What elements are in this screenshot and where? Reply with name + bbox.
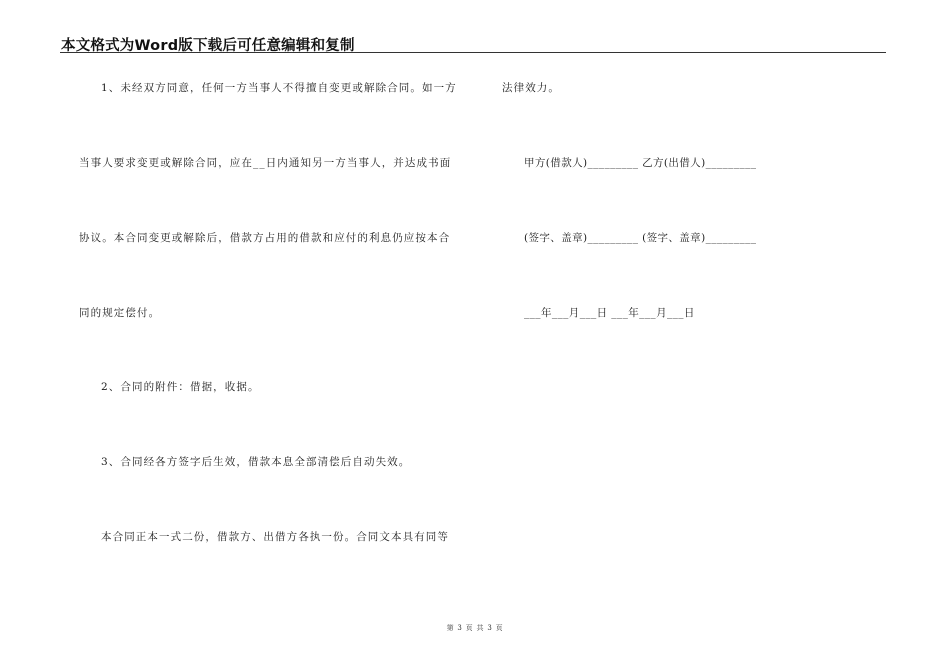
paragraph-line: 本合同正本一式二份，借款方、出借方各执一份。合同文本具有同等 bbox=[101, 531, 449, 543]
signature-seal-line: (签字、盖章)_________ (签字、盖章)_________ bbox=[524, 232, 757, 244]
paragraph-line: 协议。本合同变更或解除后，借款方占用的借款和应付的利息仍应按本合 bbox=[79, 232, 451, 244]
paragraph-line: 2、合同的附件：借据，收据。 bbox=[101, 381, 260, 393]
paragraph-line: 1、未经双方同意，任何一方当事人不得擅自变更或解除合同。如一方 bbox=[101, 82, 457, 94]
paragraph-line: 当事人要求变更或解除合同，应在__日内通知另一方当事人，并达成书面 bbox=[79, 157, 452, 169]
paragraph-line: 同的规定偿付。 bbox=[79, 307, 161, 319]
header-divider bbox=[60, 52, 886, 53]
header-title: 本文格式为Word版下载后可任意编辑和复制 bbox=[61, 38, 355, 54]
page-number: 第 3 页 共 3 页 bbox=[446, 624, 504, 632]
paragraph-line: 法律效力。 bbox=[502, 82, 560, 94]
paragraph-line: 3、合同经各方签字后生效，借款本息全部清偿后自动失效。 bbox=[101, 456, 411, 468]
signature-party-line: 甲方(借款人)_________ 乙方(出借人)_________ bbox=[524, 157, 757, 169]
signature-date-line: ___年___月___日 ___年___月___日 bbox=[524, 307, 695, 319]
